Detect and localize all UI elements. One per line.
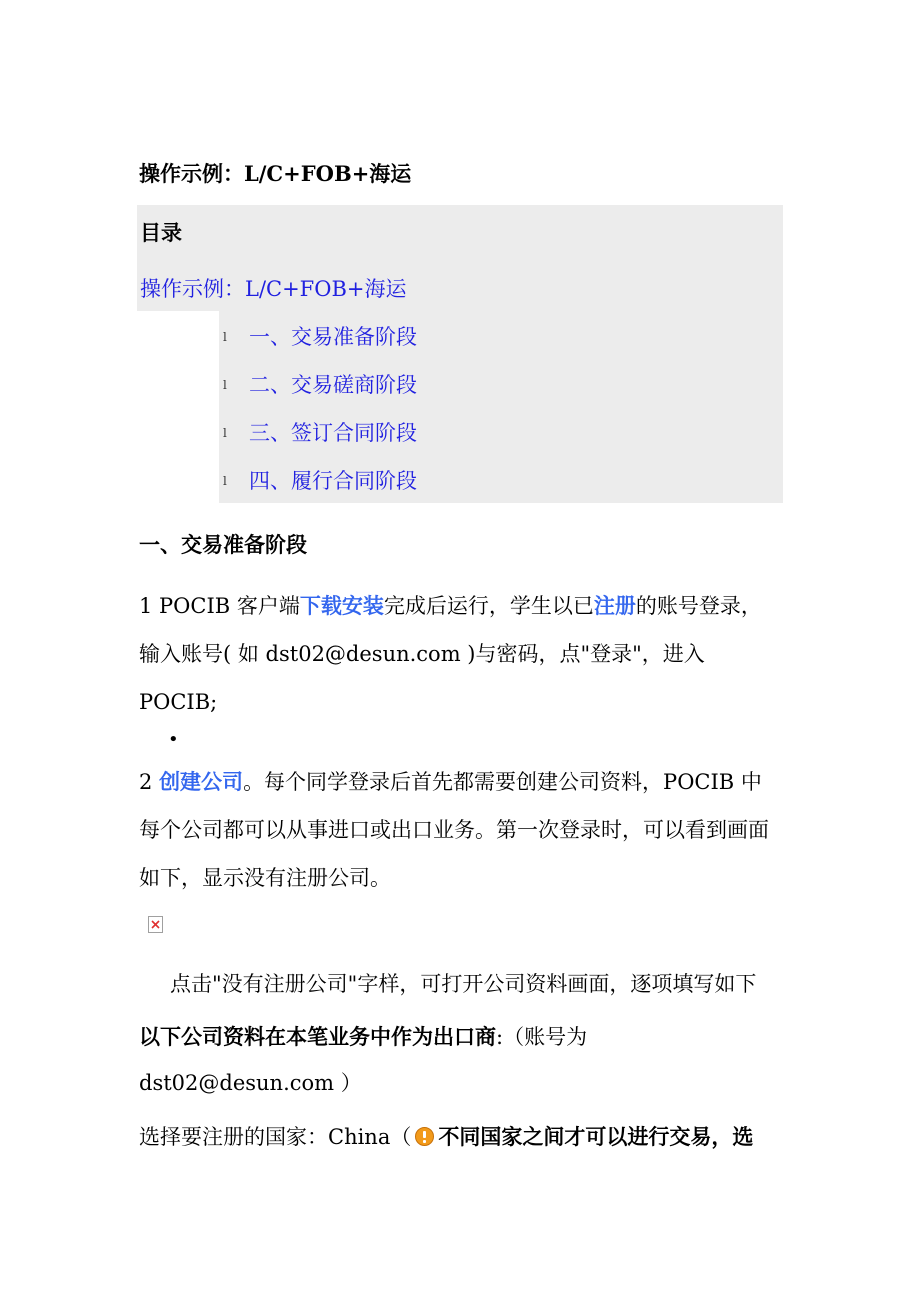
exporter-note-bold: 以下公司资料在本笔业务中作为出口商 xyxy=(139,1024,496,1049)
register-link[interactable]: 注册 xyxy=(593,593,636,618)
broken-image-icon xyxy=(148,916,163,933)
warning-icon xyxy=(415,1127,434,1146)
step1-line3: POCIB; xyxy=(139,690,218,714)
toc-bullet: l xyxy=(223,378,227,392)
step2-line2: 每个公司都可以从事进口或出口业务。第一次登录时，可以看到画面 xyxy=(139,818,769,842)
step1-mid: 完成后运行，学生以已 xyxy=(383,594,594,618)
toc-item xyxy=(223,467,417,515)
account-line: dst02@desun.com ） xyxy=(139,1071,362,1095)
exporter-note-rest: :（账号为 xyxy=(496,1025,588,1049)
country-label: 选择要注册的国家：China（ xyxy=(139,1125,412,1149)
toc-heading: 目录 xyxy=(140,220,182,245)
list-bullet: • xyxy=(168,729,179,750)
step1-prefix: 1 POCIB 客户端 xyxy=(139,594,300,618)
exporter-note xyxy=(139,1013,789,1061)
country-note: 不同国家之间才可以进行交易，选 xyxy=(438,1124,754,1149)
create-company-link[interactable]: 创建公司 xyxy=(159,769,244,794)
toc-bullet: l xyxy=(223,330,227,344)
toc-link-stage-2[interactable]: 二、交易磋商阶段 xyxy=(249,373,417,397)
table-of-contents xyxy=(137,205,783,503)
step1-paragraph xyxy=(139,582,789,726)
document-title: 操作示例：L/C+FOB+海运 xyxy=(139,161,412,186)
toc-item xyxy=(223,419,417,467)
toc-link-stage-3[interactable]: 三、签订合同阶段 xyxy=(249,421,417,445)
step1-line1-end: 的账号登录， xyxy=(635,594,762,618)
click-instruction: 点击"没有注册公司"字样，可打开公司资料画面，逐项填写如下 xyxy=(170,972,757,996)
toc-link-stage-1[interactable]: 一、交易准备阶段 xyxy=(249,325,417,349)
toc-bullet: l xyxy=(223,474,227,488)
toc-bullet: l xyxy=(223,426,227,440)
toc-link-stage-4[interactable]: 四、履行合同阶段 xyxy=(249,469,417,493)
toc-list xyxy=(223,323,417,515)
section-heading-stage-1: 一、交易准备阶段 xyxy=(139,532,307,557)
step2-number: 2 xyxy=(139,770,153,794)
toc-item xyxy=(223,371,417,419)
step2-paragraph xyxy=(139,758,789,902)
toc-item xyxy=(223,323,417,371)
step2-line3: 如下，显示没有注册公司。 xyxy=(139,866,391,890)
toc-link-main[interactable]: 操作示例：L/C+FOB+海运 xyxy=(140,277,407,301)
step2-line1-rest: 。每个同学登录后首先都需要创建公司资料，POCIB 中 xyxy=(243,770,762,794)
country-line xyxy=(139,1113,799,1161)
download-install-link[interactable]: 下载安装 xyxy=(299,593,384,618)
step1-line2: 输入账号( 如 dst02@desun.com )与密码，点"登录"，进入 xyxy=(139,642,705,666)
